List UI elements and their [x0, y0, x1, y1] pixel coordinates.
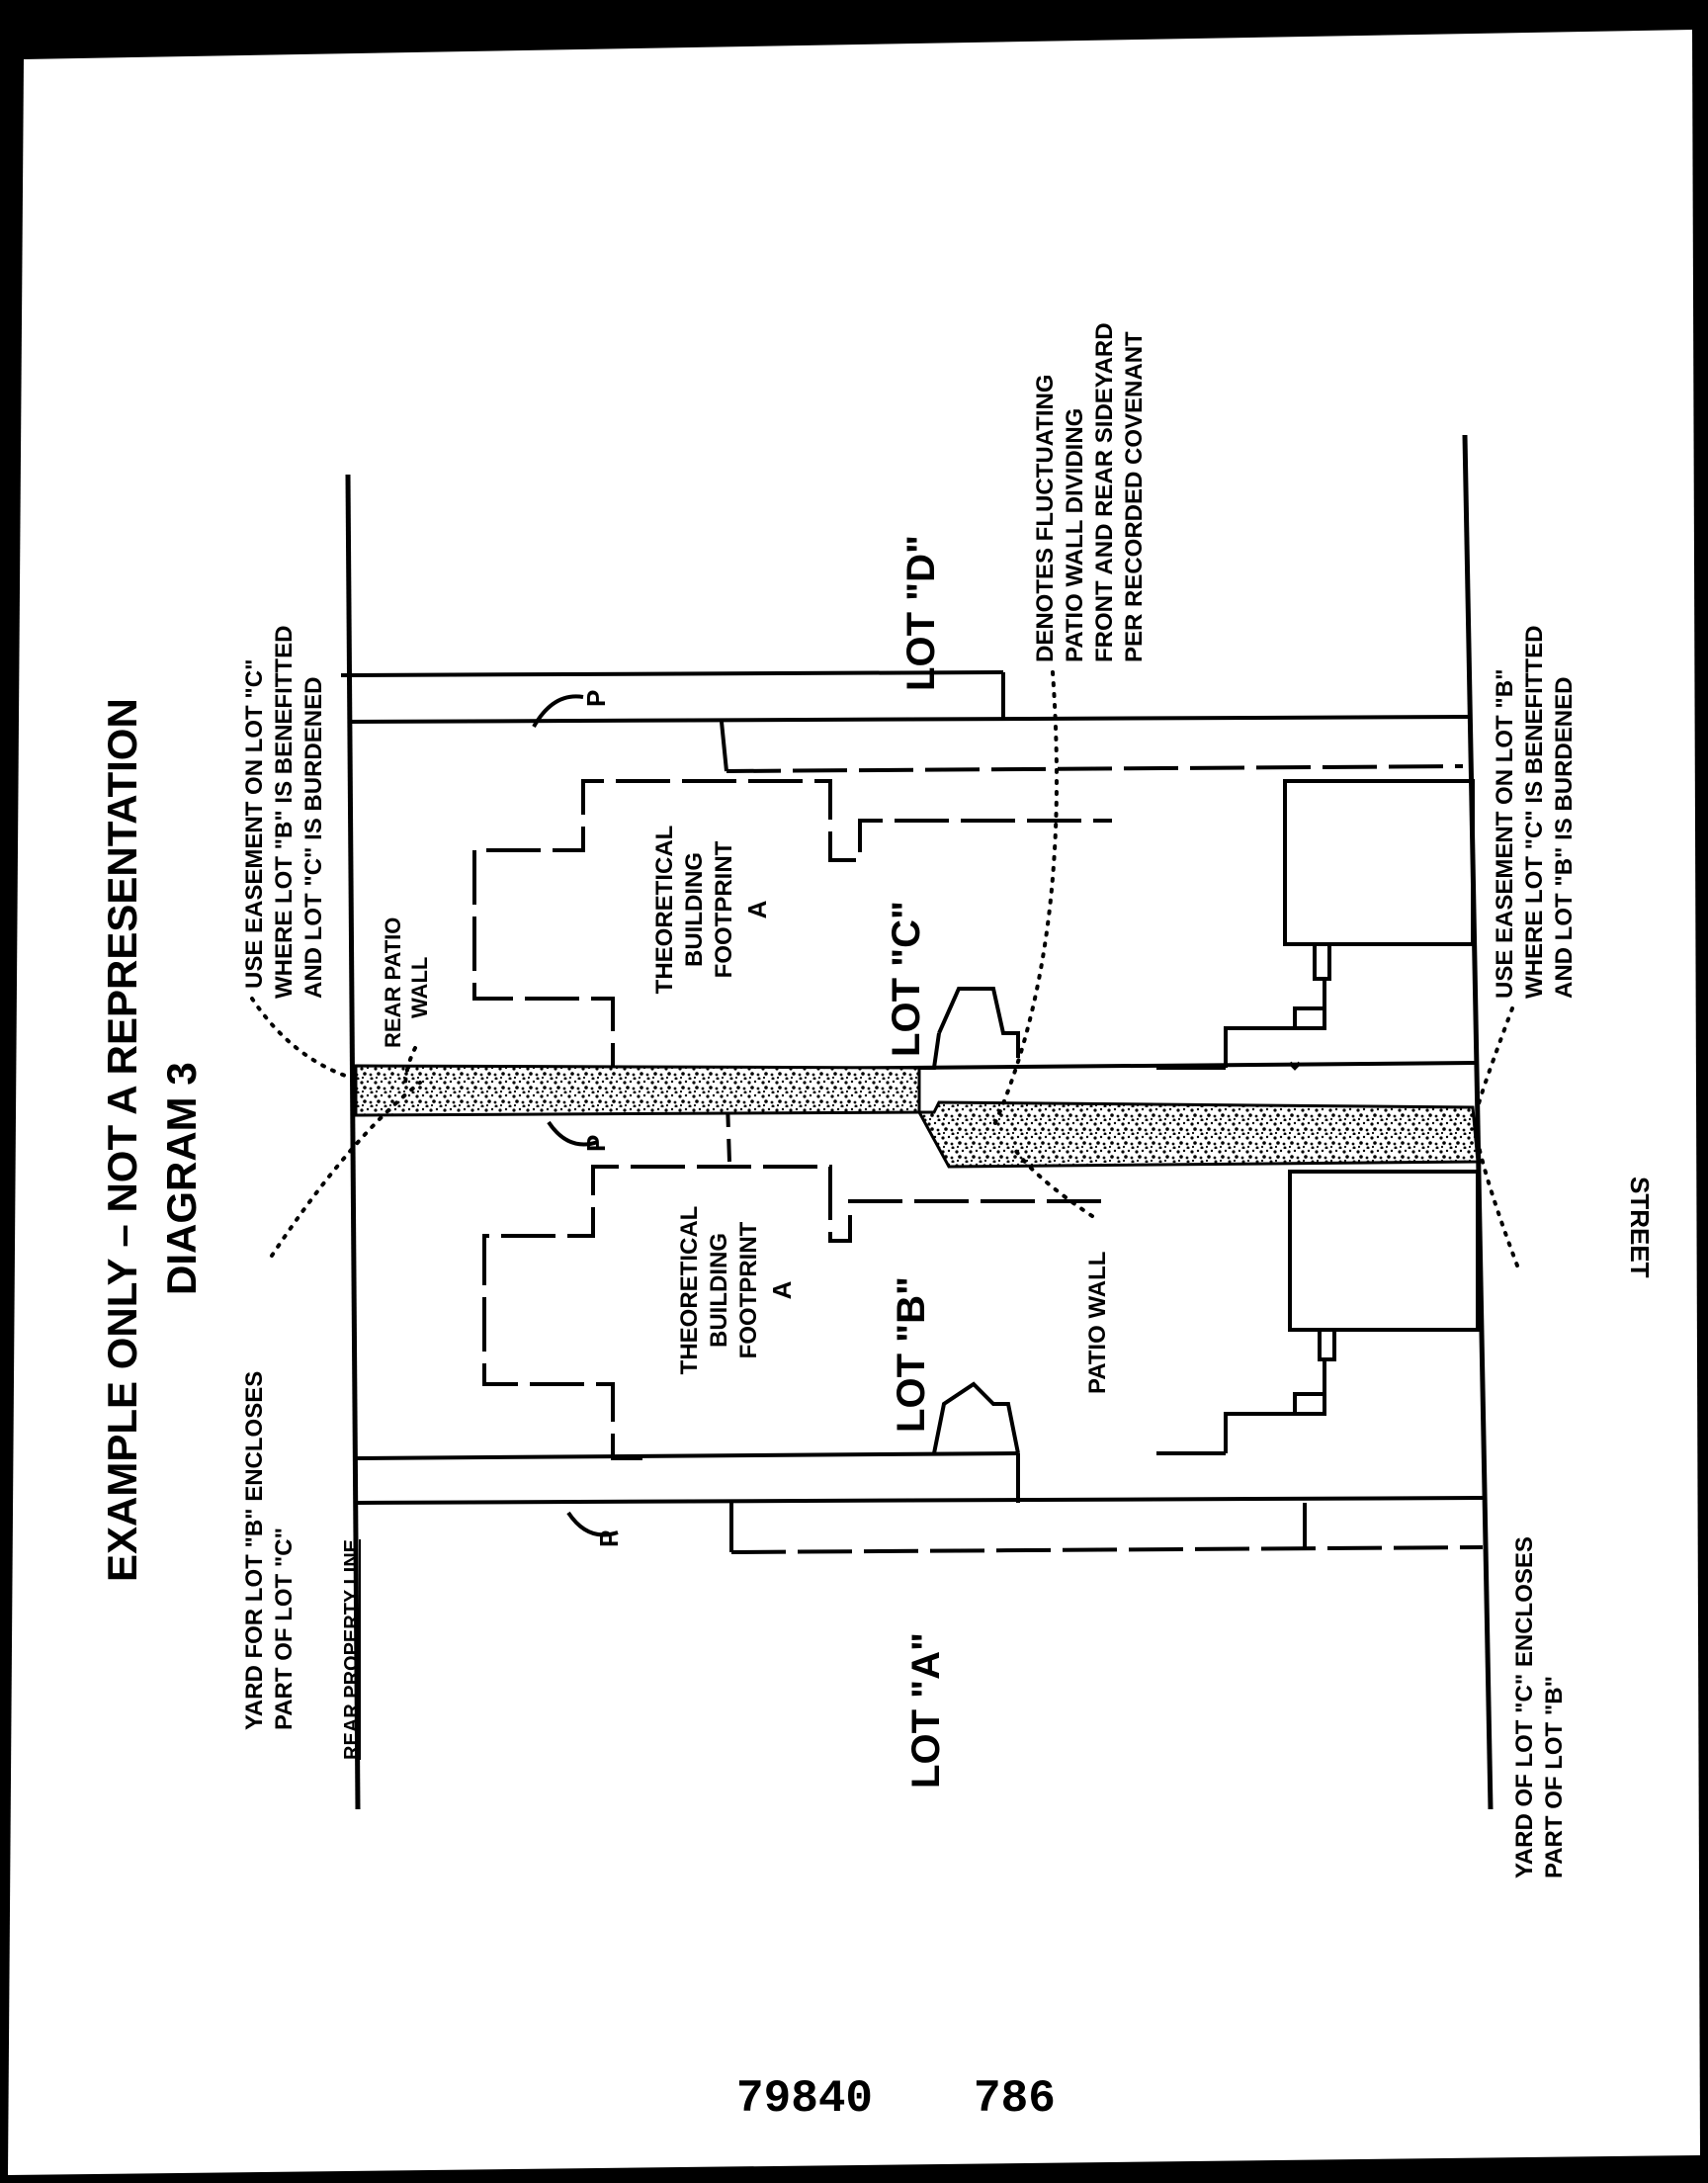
- street-label: STREET: [1625, 1177, 1655, 1278]
- rear-property-line-label: REAR PROPERTY LINE: [341, 1539, 363, 1760]
- fluctuating-wall-line-1: DENOTES FLUCTUATING: [1032, 374, 1059, 662]
- setback-mark-top: P: [581, 689, 611, 707]
- setback-mark-middle: P: [581, 1134, 611, 1152]
- footprint-c-line-1: THEORETICAL: [651, 825, 678, 995]
- footprint-b-line-2: BUILDING: [706, 1233, 732, 1348]
- yard-lot-c-line-2: PART OF LOT "B": [1541, 1676, 1568, 1878]
- lot-a-label: LOT "A": [904, 1632, 948, 1789]
- footprint-c-line-4: A: [742, 900, 772, 919]
- footprint-b-line-1: THEORETICAL: [676, 1205, 703, 1375]
- patio-wall-label: PATIO WALL: [1084, 1251, 1111, 1394]
- lot-b-label: LOT "B": [890, 1276, 933, 1433]
- footer-number-1: 79840: [736, 2073, 874, 2125]
- use-easement-b-line-2: WHERE LOT "C" IS BENEFITTED: [1521, 625, 1548, 999]
- rear-patio-wall: [356, 1066, 919, 1115]
- footprint-c-line-2: BUILDING: [681, 852, 708, 967]
- yard-lot-b-line-2: PART OF LOT "C": [271, 1528, 298, 1730]
- setback-mark-bottom: P: [594, 1529, 624, 1547]
- fluctuating-wall-line-3: FRONT AND REAR SIDEYARD: [1091, 322, 1118, 662]
- patio-wall: [919, 1102, 1478, 1167]
- footprint-c-line-3: FOOTPRINT: [711, 840, 737, 979]
- yard-lot-c-line-1: YARD OF LOT "C" ENCLOSES: [1511, 1536, 1538, 1878]
- yard-lot-b-line-1: YARD FOR LOT "B" ENCLOSES: [241, 1370, 268, 1730]
- use-easement-b-line-1: USE EASEMENT ON LOT "B": [1492, 668, 1518, 999]
- lot-d-label: LOT "D": [899, 535, 943, 691]
- use-easement-c-line-1: USE EASEMENT ON LOT "C": [241, 658, 268, 989]
- rear-patio-wall-label-1: REAR PATIO: [381, 917, 405, 1048]
- lot-c-label: LOT "C": [885, 901, 928, 1057]
- fluctuating-wall-line-4: PER RECORDED COVENANT: [1121, 331, 1148, 662]
- diagram-subheading: DIAGRAM 3: [158, 1062, 205, 1295]
- use-easement-b-line-3: AND LOT "B" IS BURDENED: [1551, 676, 1578, 999]
- use-easement-c-line-2: WHERE LOT "B" IS BENEFITTED: [271, 625, 298, 999]
- footprint-b-line-4: A: [767, 1280, 797, 1300]
- use-easement-c-line-3: AND LOT "C" IS BURDENED: [300, 676, 327, 999]
- fluctuating-wall-line-2: PATIO WALL DIVIDING: [1062, 407, 1088, 662]
- diagram-heading: EXAMPLE ONLY – NOT A REPRESENTATION: [99, 698, 145, 1582]
- footer-number-2: 786: [974, 2073, 1056, 2125]
- footprint-b-line-3: FOOTPRINT: [735, 1221, 762, 1359]
- rear-patio-wall-label-2: WALL: [407, 956, 432, 1018]
